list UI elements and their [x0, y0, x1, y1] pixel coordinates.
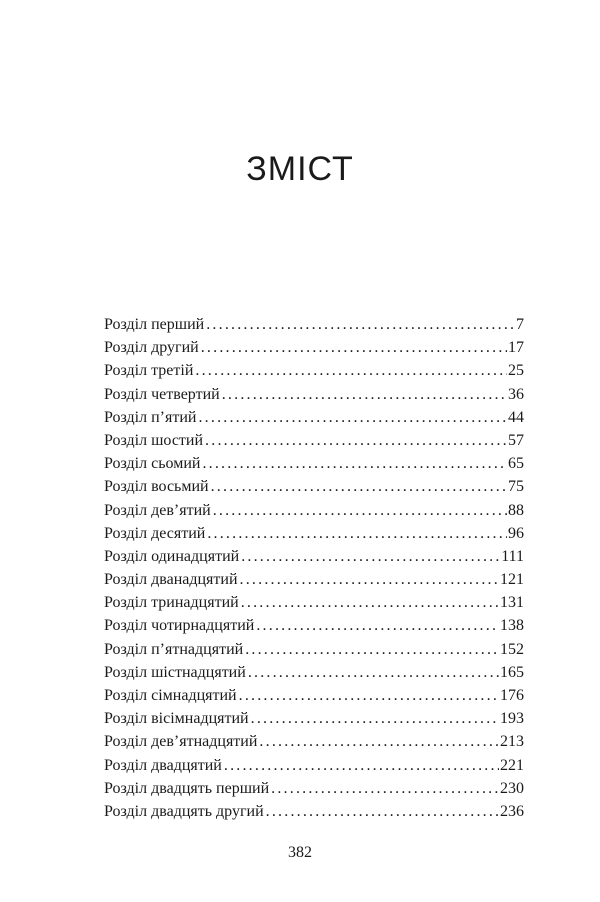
toc-entry-page: 176: [500, 687, 524, 704]
dot-leader: [195, 362, 507, 380]
toc-entry-title: Розділ другий: [104, 339, 199, 357]
dot-leader: [207, 525, 507, 543]
toc-entry-page: 65: [508, 455, 524, 473]
toc-entry: [104, 594, 524, 617]
toc-entry: [104, 757, 524, 780]
dot-leader: [211, 478, 507, 496]
dot-leader: [205, 432, 507, 450]
toc-entry-title: Розділ дев’ятий: [104, 501, 211, 519]
toc-entry-title: Розділ одинадцятий: [104, 547, 240, 565]
dot-leader: [241, 594, 499, 612]
toc-entry-title: Розділ дев’ятнадцятий: [104, 733, 258, 751]
dot-leader: [256, 617, 499, 635]
toc-entry: [104, 502, 524, 525]
toc-entry-page: 236: [500, 802, 524, 820]
toc-entry-page: 7: [516, 316, 524, 333]
toc-entry-page: 75: [508, 478, 524, 496]
toc-entry-title: Розділ десятий: [104, 524, 206, 542]
toc-entry-page: 96: [508, 524, 524, 542]
toc-entry: [104, 664, 524, 687]
toc-entry-title: Розділ четвертий: [104, 385, 220, 403]
toc-entry-page: 152: [500, 640, 524, 658]
toc-entry-title: Розділ третій: [104, 362, 194, 380]
dot-leader: [222, 386, 507, 404]
dot-leader: [241, 548, 500, 566]
dot-leader: [248, 664, 499, 682]
dot-leader: [266, 803, 499, 821]
toc-entry-title: Розділ чотирнадцятий: [104, 617, 255, 635]
toc-entry-title: Розділ перший: [104, 316, 205, 333]
toc-entry-title: Розділ тринадцятий: [104, 594, 239, 612]
dot-leader: [240, 571, 499, 589]
toc-entry: [104, 339, 524, 362]
toc-entry-page: 111: [501, 547, 524, 565]
toc-entry: [104, 571, 524, 594]
table-of-contents: [104, 316, 524, 826]
dot-leader: [259, 733, 499, 751]
dot-leader: [201, 339, 507, 357]
dot-leader: [245, 641, 499, 659]
toc-entry-page: 88: [508, 501, 524, 519]
toc-entry: [104, 409, 524, 432]
toc-entry: [104, 733, 524, 756]
toc-entry: [104, 525, 524, 548]
toc-entry-title: Розділ дванадцятий: [104, 571, 238, 589]
toc-entry-page: 44: [508, 408, 524, 426]
toc-entry: [104, 780, 524, 803]
toc-entry-page: 57: [508, 431, 524, 449]
dot-leader: [224, 757, 499, 775]
toc-entry-title: Розділ п’ятий: [104, 408, 197, 426]
toc-entry-page: 36: [508, 385, 524, 403]
toc-entry-title: Розділ п’ятнадцятий: [104, 640, 244, 658]
dot-leader: [251, 710, 499, 728]
toc-entry-title: Розділ двадцятий: [104, 756, 222, 774]
page-number: 382: [288, 844, 312, 861]
dot-leader: [202, 455, 507, 473]
dot-leader: [206, 316, 515, 334]
toc-entry-title: Розділ вісімнадцятий: [104, 710, 249, 728]
toc-entry-page: 193: [500, 710, 524, 728]
toc-entry-title: Розділ сьомий: [104, 455, 201, 473]
toc-entry-page: 17: [508, 339, 524, 357]
toc-entry: [104, 617, 524, 640]
toc-entry: [104, 710, 524, 733]
dot-leader: [213, 502, 507, 520]
dot-leader: [239, 687, 499, 705]
dot-leader: [198, 409, 507, 427]
toc-entry-page: 230: [500, 779, 524, 797]
toc-entry: [104, 432, 524, 455]
toc-entry-page: 138: [500, 617, 524, 635]
toc-entry: [104, 687, 524, 710]
toc-entry-page: 213: [500, 733, 524, 751]
toc-entry-title: Розділ сімнадцятий: [104, 687, 237, 704]
toc-entry-page: 221: [500, 756, 524, 774]
dot-leader: [271, 780, 499, 798]
toc-entry-title: Розділ восьмий: [104, 478, 209, 496]
toc-entry-title: Розділ двадцять другий: [104, 802, 264, 820]
toc-entry: [104, 478, 524, 501]
toc-entry: [104, 548, 524, 571]
toc-entry: [104, 386, 524, 409]
toc-entry-title: Розділ шістнадцятий: [104, 663, 246, 681]
toc-entry: [104, 455, 524, 478]
toc-entry-title: Розділ шостий: [104, 431, 204, 449]
toc-entry-page: 25: [508, 362, 524, 380]
toc-entry-title: Розділ двадцять перший: [104, 779, 270, 797]
toc-entry-page: 165: [500, 663, 524, 681]
toc-entry-page: 121: [500, 571, 524, 589]
toc-entry: [104, 641, 524, 664]
toc-entry: [104, 316, 524, 339]
page-title: ЗМІСТ: [246, 150, 354, 188]
toc-entry: [104, 362, 524, 385]
toc-entry-page: 131: [500, 594, 524, 612]
toc-entry: [104, 803, 524, 826]
